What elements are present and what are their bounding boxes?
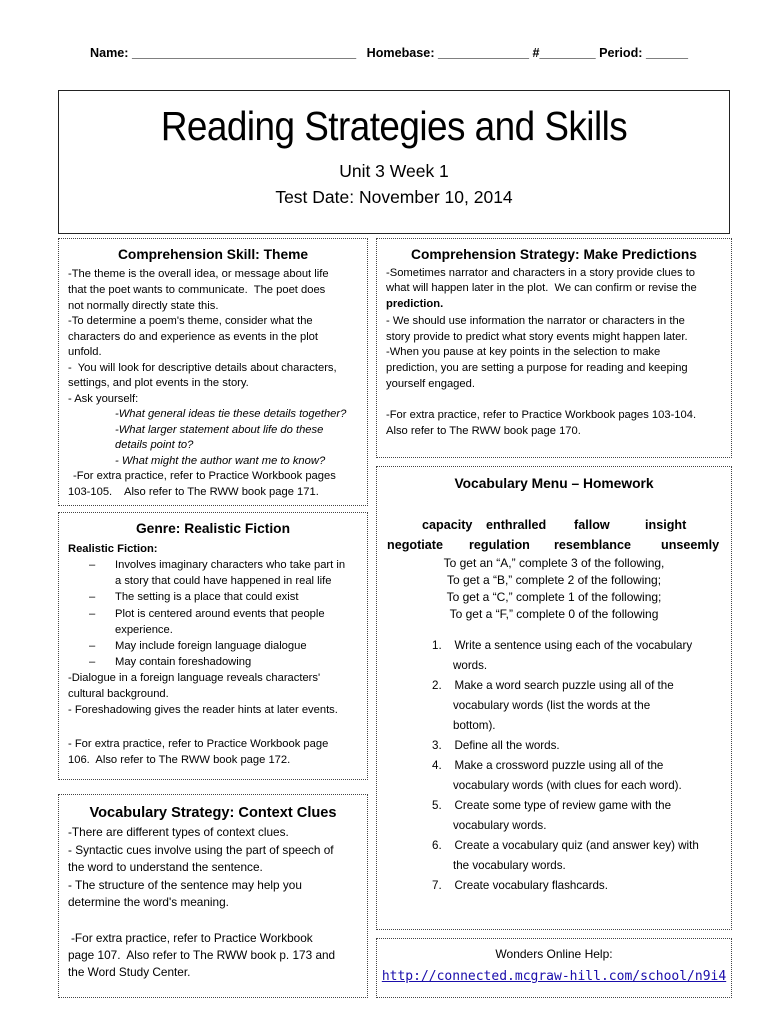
homework-item: vocabulary words. xyxy=(453,819,547,832)
genre-bullet: May contain foreshadowing xyxy=(115,656,252,668)
grade-rule: To get a “B,” complete 2 of the following; xyxy=(446,573,662,587)
genre-bullet: experience. xyxy=(115,624,173,636)
context-clues-title: Vocabulary Strategy: Context Clues xyxy=(89,805,337,821)
genre-line: - Foreshadowing gives the reader hints at later events. xyxy=(68,704,338,716)
genre-line: cultural background. xyxy=(68,688,169,700)
page-title: Reading Strategies and Skills xyxy=(160,103,628,149)
context-clues-box xyxy=(58,794,368,998)
homework-item: 4. Make a crossword puzzle using all of the xyxy=(432,759,664,772)
theme-box xyxy=(58,238,368,506)
theme-line: -The theme is the overall idea, or message about life xyxy=(68,268,329,280)
test-date: Test Date: November 10, 2014 xyxy=(275,187,513,207)
unit-label: Unit 3 Week 1 xyxy=(339,161,449,181)
title-box xyxy=(58,90,730,234)
vocab-word: unseemly xyxy=(661,538,720,552)
genre-dash: – xyxy=(89,656,96,668)
predictions-line: yourself engaged. xyxy=(386,378,475,390)
homework-item: bottom). xyxy=(453,719,496,732)
vocab-word: negotiate xyxy=(387,538,443,552)
homework-item: 5. Create some type of review game with the xyxy=(432,799,672,812)
online-help-link-wrap xyxy=(377,967,731,985)
theme-line: - You will look for descriptive details about characters, xyxy=(68,362,337,374)
genre-bullet: Plot is centered around events that people xyxy=(115,608,325,620)
theme-line: settings, and plot events in the story. xyxy=(68,377,249,389)
theme-question: - What might the author want me to know? xyxy=(115,455,326,467)
context-line: -There are different types of context clues. xyxy=(68,825,289,839)
homework-item: vocabulary words (list the words at the xyxy=(453,699,651,712)
grade-rule: To get a “F,” complete 0 of the following xyxy=(449,607,659,621)
predictions-line: story provide to predict what story events might happen later. xyxy=(386,331,688,343)
theme-line: that the poet wants to communicate. The poet does xyxy=(68,284,326,296)
genre-practice: 106. Also refer to The RWW book page 172. xyxy=(68,754,291,766)
context-line: - Syntactic cues involve using the part of speech of xyxy=(68,843,334,857)
homework-item: words. xyxy=(453,659,488,672)
predictions-practice: Also refer to The RWW book page 170. xyxy=(386,425,581,437)
predictions-line: prediction. xyxy=(386,298,444,310)
homework-item: the vocabulary words. xyxy=(453,859,566,872)
vocab-word: resemblance xyxy=(554,538,632,552)
genre-box xyxy=(58,512,368,780)
context-practice: -For extra practice, refer to Practice Workbook xyxy=(71,931,313,945)
homework-item: vocabulary words (with clues for each word). xyxy=(453,779,682,792)
predictions-line: - We should use information the narrator or characters in the xyxy=(386,315,685,327)
predictions-box xyxy=(376,238,732,458)
vocab-word: fallow xyxy=(574,518,610,532)
theme-question: -What general ideas tie these details together? xyxy=(115,408,347,420)
genre-bullet: May include foreign language dialogue xyxy=(115,640,307,652)
predictions-line: what will happen later in the plot. We can confirm or revise the xyxy=(386,282,697,294)
vocab-word: regulation xyxy=(469,538,530,552)
homework-item: 6. Create a vocabulary quiz (and answer key) with xyxy=(432,839,699,852)
theme-title: Comprehension Skill: Theme xyxy=(117,247,309,262)
online-help-link[interactable]: http://connected.mcgraw-hill.com/school/n9i4 xyxy=(381,969,727,984)
genre-bullet: Involves imaginary characters who take part in xyxy=(115,559,346,571)
homework-item: 3. Define all the words. xyxy=(432,739,560,752)
homework-item: 7. Create vocabulary flashcards. xyxy=(432,879,608,892)
online-help-box xyxy=(376,938,732,998)
genre-line: -Dialogue in a foreign language reveals characters' xyxy=(68,672,321,684)
genre-dash: – xyxy=(89,608,96,620)
theme-question: details point to? xyxy=(115,439,194,451)
theme-practice: 103-105. Also refer to The RWW book page 171. xyxy=(68,486,319,498)
theme-practice: -For extra practice, refer to Practice Workbook pages xyxy=(73,470,336,482)
context-practice: the Word Study Center. xyxy=(68,965,191,979)
theme-line: characters do and experience as events in the plot xyxy=(68,331,319,343)
predictions-practice: -For extra practice, refer to Practice Workbook pages 103-104. xyxy=(386,409,697,421)
context-line: - The structure of the sentence may help you xyxy=(68,878,302,892)
grade-rule: To get a “C,” complete 1 of the following; xyxy=(446,590,662,604)
genre-bullet: The setting is a place that could exist xyxy=(115,591,299,603)
predictions-line: -When you pause at key points in the selection to make xyxy=(386,346,661,358)
student-info-line: Name: ________________________________ Homebase: _____________ #________ Period: ______ xyxy=(90,46,689,60)
genre-dash: – xyxy=(89,559,96,571)
vocab-word: insight xyxy=(645,518,687,532)
online-help-title: Wonders Online Help: xyxy=(495,947,613,961)
predictions-title: Comprehension Strategy: Make Predictions xyxy=(411,247,697,262)
vocab-word: enthralled xyxy=(486,518,547,532)
context-line: determine the word's meaning. xyxy=(68,895,229,909)
predictions-line: -Sometimes narrator and characters in a story provide clues to xyxy=(386,267,696,279)
theme-line: - Ask yourself: xyxy=(68,393,139,405)
genre-title: Genre: Realistic Fiction xyxy=(135,521,291,536)
vocab-word: capacity xyxy=(422,518,473,532)
genre-subtitle: Realistic Fiction: xyxy=(68,543,158,555)
genre-practice: - For extra practice, refer to Practice Workbook page xyxy=(68,738,329,750)
genre-dash: – xyxy=(89,640,96,652)
theme-line: not normally directly state this. xyxy=(68,300,219,312)
grade-rule: To get an “A,” complete 3 of the following, xyxy=(443,556,665,570)
vocabulary-menu-box xyxy=(376,466,732,930)
genre-bullet: a story that could have happened in real life xyxy=(115,575,332,587)
theme-line: -To determine a poem's theme, consider what the xyxy=(68,315,313,327)
homework-item: 2. Make a word search puzzle using all of the xyxy=(432,679,674,692)
context-practice: page 107. Also refer to The RWW book p. 173 and xyxy=(68,948,336,962)
theme-question: -What larger statement about life do these xyxy=(115,424,324,436)
theme-line: unfold. xyxy=(68,346,102,358)
homework-item: 1. Write a sentence using each of the vocabulary xyxy=(432,639,693,652)
genre-dash: – xyxy=(89,591,96,603)
predictions-line: prediction, you are setting a purpose for reading and keeping xyxy=(386,362,688,374)
vocabulary-menu-title: Vocabulary Menu – Homework xyxy=(454,476,654,491)
context-line: the word to understand the sentence. xyxy=(68,860,263,874)
